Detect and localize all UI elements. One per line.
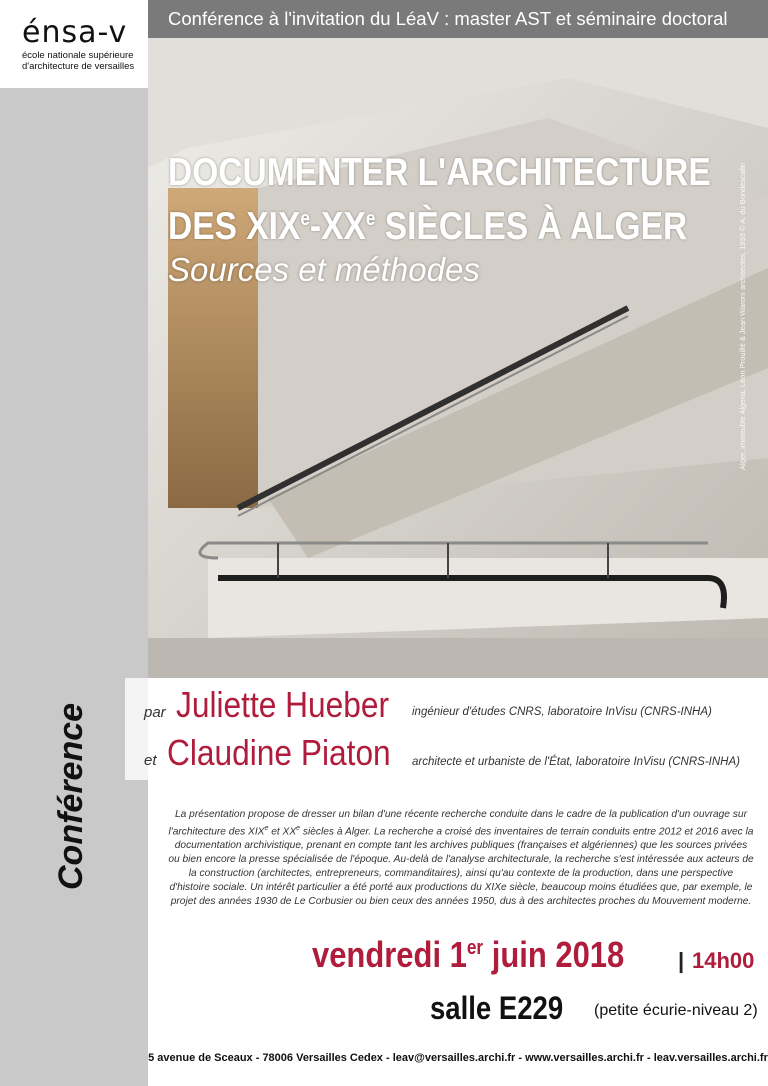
poster-title (168, 150, 768, 290)
speaker-1-prefix: par (144, 704, 166, 721)
photo-credit (738, 162, 748, 480)
event-room (430, 990, 758, 1027)
speaker-1 (144, 684, 418, 726)
title-subtitle: Sources et méthodes (168, 251, 480, 288)
footer-contact: 5 avenue de Sceaux - 78006 Versailles Cedex - leav@versailles.archi.fr - www.versailles.archi.fr - leav.versailles.archi.fr (148, 1052, 768, 1064)
header-banner (148, 0, 768, 38)
event-date-text (312, 934, 624, 976)
title-line-2-part-a: DES XIX (168, 205, 301, 248)
logo-line-2: d'architecture de versailles (22, 61, 135, 72)
speaker-2 (144, 732, 421, 774)
date-part-b: juin 2018 (483, 934, 625, 975)
speaker-2-name: Claudine Piaton (166, 732, 391, 773)
logo-line-1: école nationale supérieure (22, 50, 134, 61)
title-line-2-part-c: SIÈCLES À ALGER (375, 205, 688, 248)
title-line-1: DOCUMENTER L'ARCHITECTURE (168, 151, 711, 194)
description-sup-2: e (296, 825, 301, 832)
speaker-1-name: Juliette Hueber (176, 684, 390, 725)
staircase-photo (148, 38, 768, 678)
description-part-2: et XX (268, 826, 297, 838)
event-date (312, 934, 755, 976)
event-time: 14h00 (692, 948, 755, 973)
speaker-2-affiliation: architecte et urbaniste de l'État, laboratoire InVisu (CNRS-INHA) (412, 756, 740, 768)
title-sup-1: e (300, 208, 310, 230)
room-note: (petite écurie-niveau 2) (594, 1002, 758, 1019)
description (168, 808, 754, 909)
room-name: salle E229 (430, 990, 564, 1026)
event-type-label (52, 702, 90, 900)
header-banner-text: Conférence à l'invitation du LéaV : master AST et séminaire doctoral (168, 8, 728, 29)
speaker-1-affiliation: ingénieur d'études CNRS, laboratoire InVisu (CNRS-INHA) (412, 706, 712, 718)
date-part-a: vendredi 1 (312, 934, 467, 975)
description-sup-1: e (264, 825, 269, 832)
speakers-panel (125, 678, 768, 780)
title-line-2-part-b: -XX (309, 205, 366, 248)
left-grey-band (0, 0, 148, 1086)
staircase-illustration (148, 38, 768, 678)
speaker-2-prefix: et (144, 752, 157, 769)
title-sup-2: e (365, 208, 376, 230)
photo-credit-text: Alger, immeuble Algeria, Léon Prouillé & Jean Waroni architectes, 1933 © A. du Bondescafin (738, 162, 747, 470)
event-type-text: Conférence (52, 702, 90, 890)
description-part-1: La présentation propose de dresser un bilan d'une récente recherche conduite dans le cadre de la publication d'un ouvrage sur l'architecture des XIX (168, 809, 747, 838)
title-line-2 (168, 196, 711, 250)
logo-mark: énsa-v (22, 15, 128, 50)
date-separator: | (678, 948, 685, 973)
ensa-v-logo (22, 15, 135, 72)
date-sup: er (466, 937, 484, 959)
description-part-3: siècles à Alger. La recherche a croisé des inventaires de terrain conduits entre 2012 et 2016 avec la documentation archivistique, prenant en compte tant les archives publiques (françaises et algériennes) que les sources privées ou bien encore la presse spécialisée de l'époque. Au-delà de l'analyse architecturale, la recherche s'est intéressée aux acteurs de la construction (architectes, entrepreneurs, commanditaires), ainsi qu'au contexte de la production, dans une perspective d'histoire sociale. Un intérêt particulier a été porté aux productions du XIXe siècle, beaucoup moins étudiées que, par exemple, le projet des années 1930 de Le Corbusier ou bien ceux des années 1950, dus à des architectes proches du Mouvement moderne. (168, 826, 754, 908)
